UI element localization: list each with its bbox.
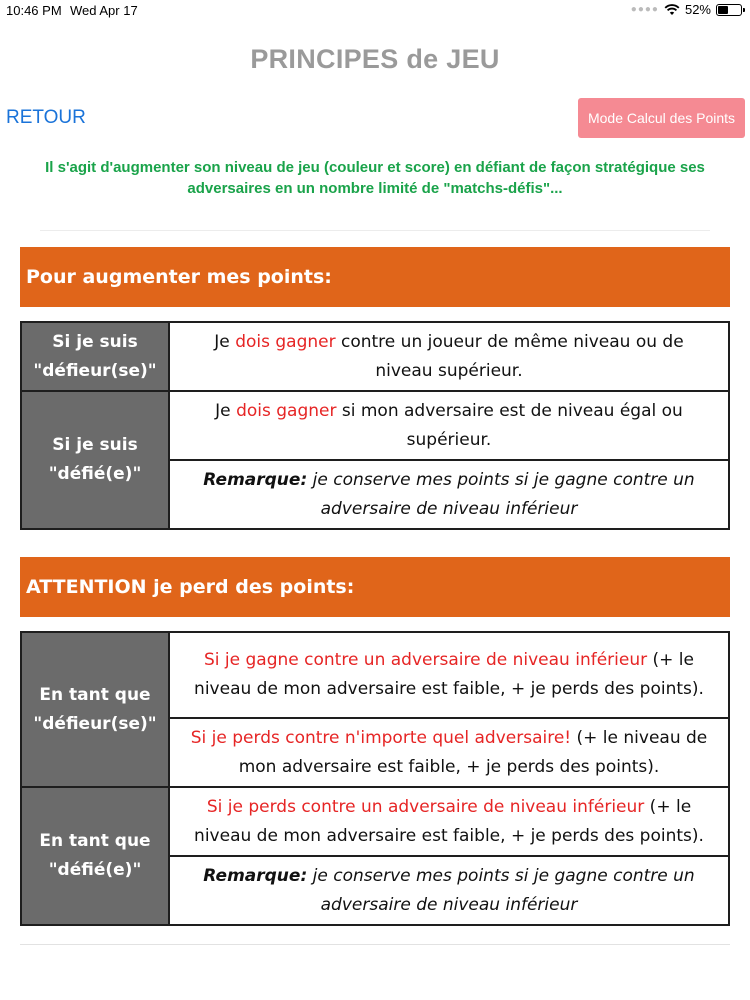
loss-banner: ATTENTION je perd des points: [20, 557, 730, 617]
intro-line-2: adversaires en un nombre limité de "matchs-défis"... [187, 180, 563, 197]
row-label-defieur [21, 632, 169, 787]
rule-line: adversaire de niveau inférieur [320, 894, 578, 915]
row-label-line: "défié(e)" [48, 860, 142, 880]
rule-line [176, 328, 722, 357]
rule-line [176, 397, 722, 426]
remark-cell [169, 856, 729, 925]
battery-icon [716, 4, 742, 16]
table-row [21, 322, 729, 391]
row-label-line: Si je suis [52, 435, 138, 455]
gain-banner: Pour augmenter mes points: [20, 247, 730, 307]
rule-highlight: Si je perds contre un adversaire de niveau inférieur [206, 796, 645, 817]
rule-text: Je [215, 400, 237, 421]
remark-cell [169, 460, 729, 529]
row-label-line: "défieur(se)" [33, 713, 157, 734]
rule-cell [169, 322, 729, 391]
rule-cell [169, 391, 729, 460]
rule-line: niveau de mon adversaire est faible, + je perds des points). [194, 679, 704, 699]
rule-highlight: dois gagner [236, 400, 337, 421]
remark-label: Remarque: [203, 865, 308, 886]
rule-text: je conserve mes points si je gagne contre un [307, 865, 695, 886]
wifi-icon [664, 4, 680, 16]
cellular-signal-icon: ●●●● [630, 4, 659, 15]
rule-line [176, 724, 722, 753]
rule-text: Je [214, 331, 236, 352]
status-bar [0, 0, 750, 22]
row-label-line: En tant que [39, 684, 151, 705]
rule-line: niveau supérieur. [375, 360, 523, 381]
rule-cell [169, 787, 729, 856]
page-title: PRINCIPES de JEU [250, 44, 500, 74]
row-label-line: Si je suis [52, 331, 138, 352]
rule-line [176, 793, 722, 822]
rule-text: je conserve mes points si je gagne contre un [307, 469, 695, 490]
row-label-defieur [21, 322, 169, 391]
rule-highlight: Si je perds contre n'importe quel adversaire! [190, 727, 572, 748]
gain-rules-table [20, 321, 730, 530]
table-row [21, 632, 729, 718]
rule-line: niveau de mon adversaire est faible, + je perds des points). [194, 825, 704, 846]
bottom-divider [20, 944, 730, 945]
battery-fill [718, 6, 728, 14]
mode-calcul-button[interactable]: Mode Calcul des Points [578, 98, 745, 138]
rule-text: si mon adversaire est de niveau égal ou [336, 400, 683, 421]
status-date: Wed Apr 17 [70, 3, 138, 18]
battery-percent: 52% [684, 2, 711, 17]
rule-text: contre un joueur de même niveau ou de [335, 331, 684, 352]
divider [40, 230, 710, 231]
rule-text: (+ le niveau de [571, 727, 708, 748]
rule-highlight: dois gagner [235, 331, 336, 352]
row-label-line: "défié(e)" [48, 464, 142, 484]
status-time: 10:46 PM [6, 3, 62, 18]
remark-label: Remarque: [203, 469, 308, 490]
rule-text: (+ le [647, 650, 694, 670]
row-label-line: "défieur(se)" [33, 360, 157, 381]
row-label-line: En tant que [39, 831, 151, 851]
rule-text: (+ le [644, 796, 692, 817]
status-right [631, 2, 742, 17]
rule-line [176, 466, 722, 495]
rule-cell [169, 718, 729, 787]
rule-cell [169, 632, 729, 718]
table-row [21, 391, 729, 460]
rule-line: mon adversaire est faible, + je perds des points). [238, 756, 660, 777]
row-label-defie [21, 787, 169, 925]
rule-highlight: Si je gagne contre un adversaire de niveau inférieur [204, 650, 648, 670]
intro-text [20, 157, 730, 199]
back-button[interactable]: RETOUR [6, 107, 86, 128]
rule-line: adversaire de niveau inférieur [320, 498, 578, 519]
rule-line [176, 862, 722, 891]
intro-line-1: Il s'agit d'augmenter son niveau de jeu (couleur et score) en défiant de façon stratégique ses [45, 159, 705, 176]
loss-rules-table [20, 631, 730, 926]
rule-line [176, 646, 722, 675]
table-row [21, 787, 729, 856]
rule-line: supérieur. [406, 429, 492, 450]
row-label-defie [21, 391, 169, 529]
